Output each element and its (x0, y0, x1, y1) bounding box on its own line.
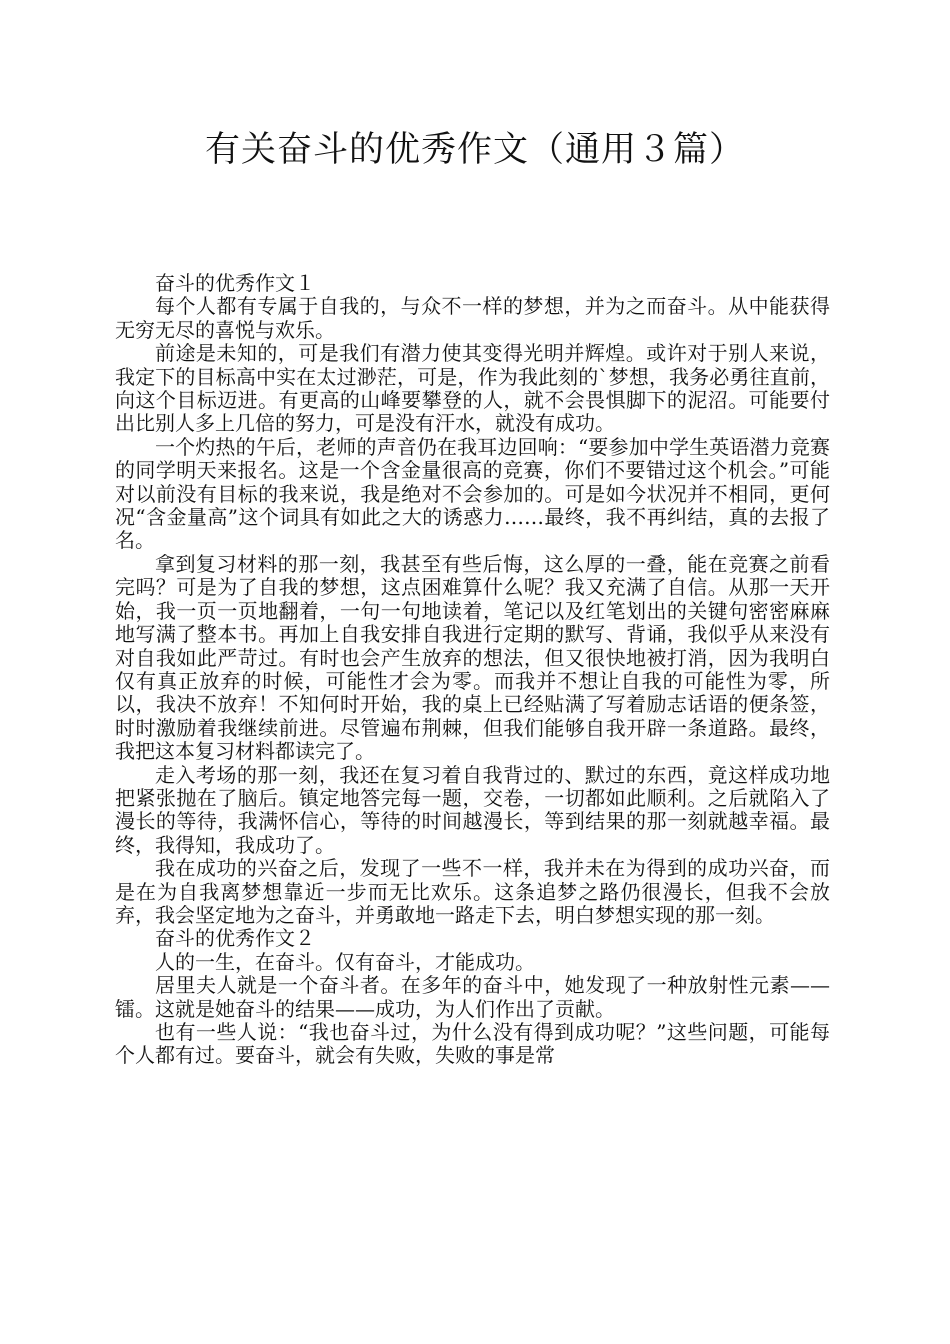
paragraph: 拿到复习材料的那一刻，我甚至有些后悔，这么厚的一叠，能在竞赛之前看完吗？可是为了自我的梦想，这点困难算什么呢？我又充满了自信。从那一天开始，我一页一页地翻着，一句一句地读着，笔记以及红笔划出的关键句密密麻麻地写满了整本书。再加上自我安排自我进行定期的默写、背诵，我似乎从来没有对自我如此严苛过。有时也会产生放弃的想法，但又很快地被打消，因为我明白仅有真正放弃的时候，可能性才会为零。而我并不想让自我的可能性为零，所以，我决不放弃！不知何时开始，我的桌上已经贴满了写着励志话语的便条签，时时激励着我继续前进。尽管遍布荆棘，但我们能够自我开辟一条道路。最终，我把这本复习材料都读完了。 (115, 551, 830, 764)
paragraph: 居里夫人就是一个奋斗者。在多年的奋斗中，她发现了一种放射性元素——镭。这就是她奋斗的结果——成功，为人们作出了贡献。 (115, 973, 830, 1021)
document-title: 有关奋斗的优秀作文（通用３篇） (204, 130, 745, 170)
paragraph: 人的一生，在奋斗。仅有奋斗，才能成功。 (155, 949, 535, 974)
paragraph: 也有一些人说：“我也奋斗过，为什么没有得到成功呢？”这些问题，可能每个人都有过。要奋斗，就会有失败，失败的事是常 (115, 1020, 830, 1068)
section-heading: 奋斗的优秀作文２ (155, 926, 315, 951)
paragraph: 走入考场的那一刻，我还在复习着自我背过的、默过的东西，竟这样成功地把紧张抛在了脑后。镇定地答完每一题，交卷，一切都如此顺利。之后就陷入了漫长的等待，我满怀信心，等待的时间越漫长，等到结果的那一刻就越幸福。最终，我得知，我成功了。 (115, 762, 830, 857)
section-heading: 奋斗的优秀作文１ (155, 271, 315, 295)
paragraph: 一个灼热的午后，老师的声音仍在我耳边回响：“要参加中学生英语潜力竞赛的同学明天来报名。这是一个含金量很高的竞赛，你们不要错过这个机会。”可能对以前没有目标的我来说，我是绝对不会参加的。可是如今状况并不相同，更何况“含金量高”这个词具有如此之大的诱惑力……最终，我不再纠结，真的去报了名。 (115, 434, 830, 553)
document-body (115, 272, 830, 1068)
paragraph: 我在成功的兴奋之后，发现了一些不一样，我并未在为得到的成功兴奋，而是在为自我离梦想靠近一步而无比欢乐。这条追梦之路仍很漫长，但我不会放弃，我会坚定地为之奋斗，并勇敢地一路走下去，明白梦想实现的那一刻。 (115, 856, 830, 927)
paragraph: 前途是未知的，可是我们有潜力使其变得光明并辉煌。或许对于别人来说，我定下的目标高中实在太过渺茫，可是，作为我此刻的`梦想，我务必勇往直前，向这个目标迈进。有更高的山峰要攀登的人，就不会畏惧脚下的泥沼。可能要付出比别人多上几倍的努力，可是没有汗水，就没有成功。 (115, 341, 830, 436)
paragraph: 每个人都有专属于自我的，与众不一样的梦想，并为之而奋斗。从中能获得无穷无尽的喜悦与欢乐。 (115, 294, 830, 342)
